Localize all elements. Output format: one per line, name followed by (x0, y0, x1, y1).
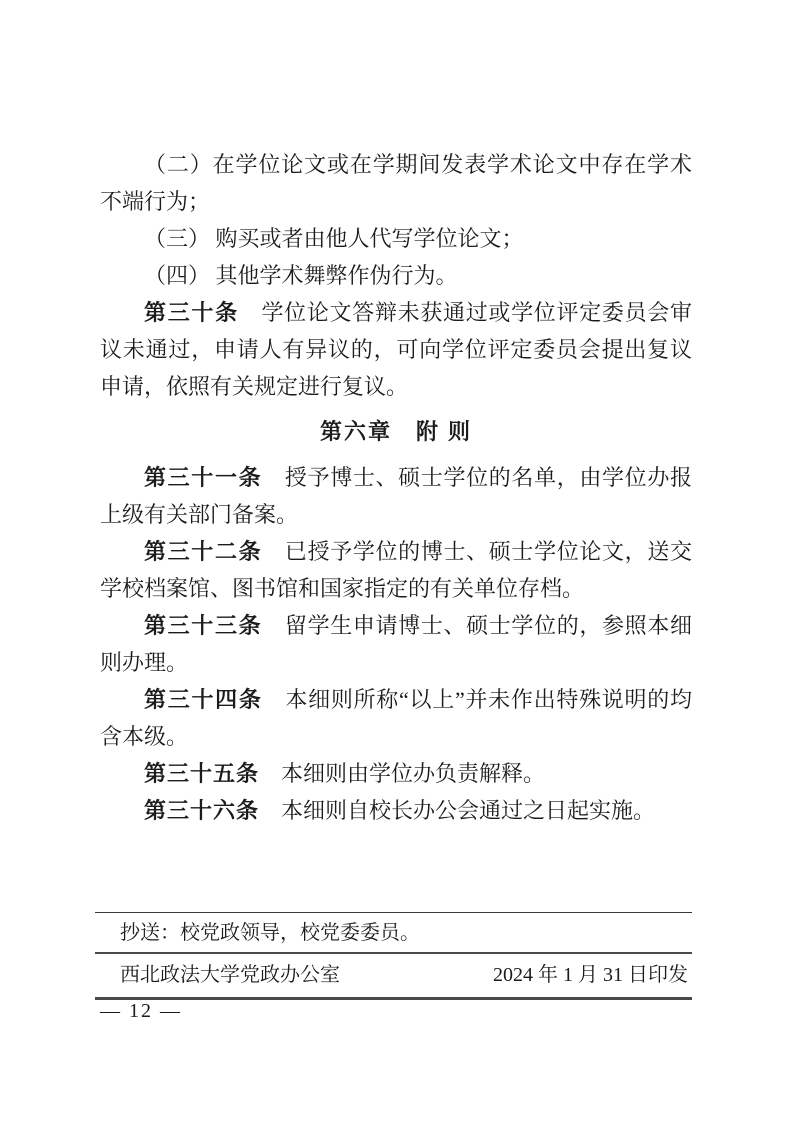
paragraph-text: 已授予学位的博士、硕士学位论文，送交学校档案馆、图书馆和国家指定的有关单位存档。 (100, 539, 692, 601)
list-item-2 (100, 146, 692, 220)
paragraph-text: （四） 其他学术舞弊作伪行为。 (144, 263, 458, 288)
article-number: 第三十六条 (144, 798, 260, 823)
chapter-heading: 第六章 附 则 (319, 419, 473, 444)
document-body (100, 146, 692, 829)
article-number: 第三十一条 (144, 465, 263, 490)
cc-line: 抄送：校党政领导，校党委委员。 (120, 922, 420, 944)
article-number: 第三十四条 (144, 687, 263, 712)
article-number: 第三十三条 (144, 613, 263, 638)
article-36 (100, 792, 692, 829)
article-34 (100, 681, 692, 755)
paragraph-text: 学位论文答辩未获通过或学位评定委员会审议未通过，申请人有异议的，可向学位评定委员会提出复议申请，依照有关规定进行复议。 (100, 300, 692, 399)
article-number: 第三十二条 (144, 539, 263, 564)
paragraph-text: （二）在学位论文或在学期间发表学术论文中存在学术不端行为； (100, 152, 692, 214)
paragraph-text: 本细则自校长办公会通过之日起实施。 (259, 798, 656, 823)
article-33 (100, 607, 692, 681)
paragraph-text: （三） 购买或者由他人代写学位论文； (144, 226, 524, 251)
page-number: — 12 — (100, 1000, 182, 1022)
paragraph-text: 本细则由学位办负责解释。 (259, 761, 546, 786)
list-item-3 (100, 220, 692, 257)
article-35 (100, 755, 692, 792)
paragraph-text: 授予博士、硕士学位的名单，由学位办报上级有关部门备案。 (100, 465, 692, 527)
issuing-row (95, 954, 692, 997)
list-item-4 (100, 257, 692, 294)
document-footer (95, 912, 692, 1000)
paragraph-text: 本细则所称“以上”并未作出特殊说明的均含本级。 (100, 687, 692, 749)
issuing-office: 西北政法大学党政办公室 (120, 964, 340, 986)
print-date: 2024 年 1 月 31 日印发 (493, 964, 688, 986)
article-number: 第三十五条 (144, 761, 260, 786)
footer-divider-bottom (95, 997, 692, 1000)
article-number: 第三十条 (144, 300, 239, 325)
paragraph-text: 留学生申请博士、硕士学位的，参照本细则办理。 (100, 613, 692, 675)
article-31 (100, 459, 692, 533)
article-32 (100, 533, 692, 607)
article-30 (100, 294, 692, 405)
